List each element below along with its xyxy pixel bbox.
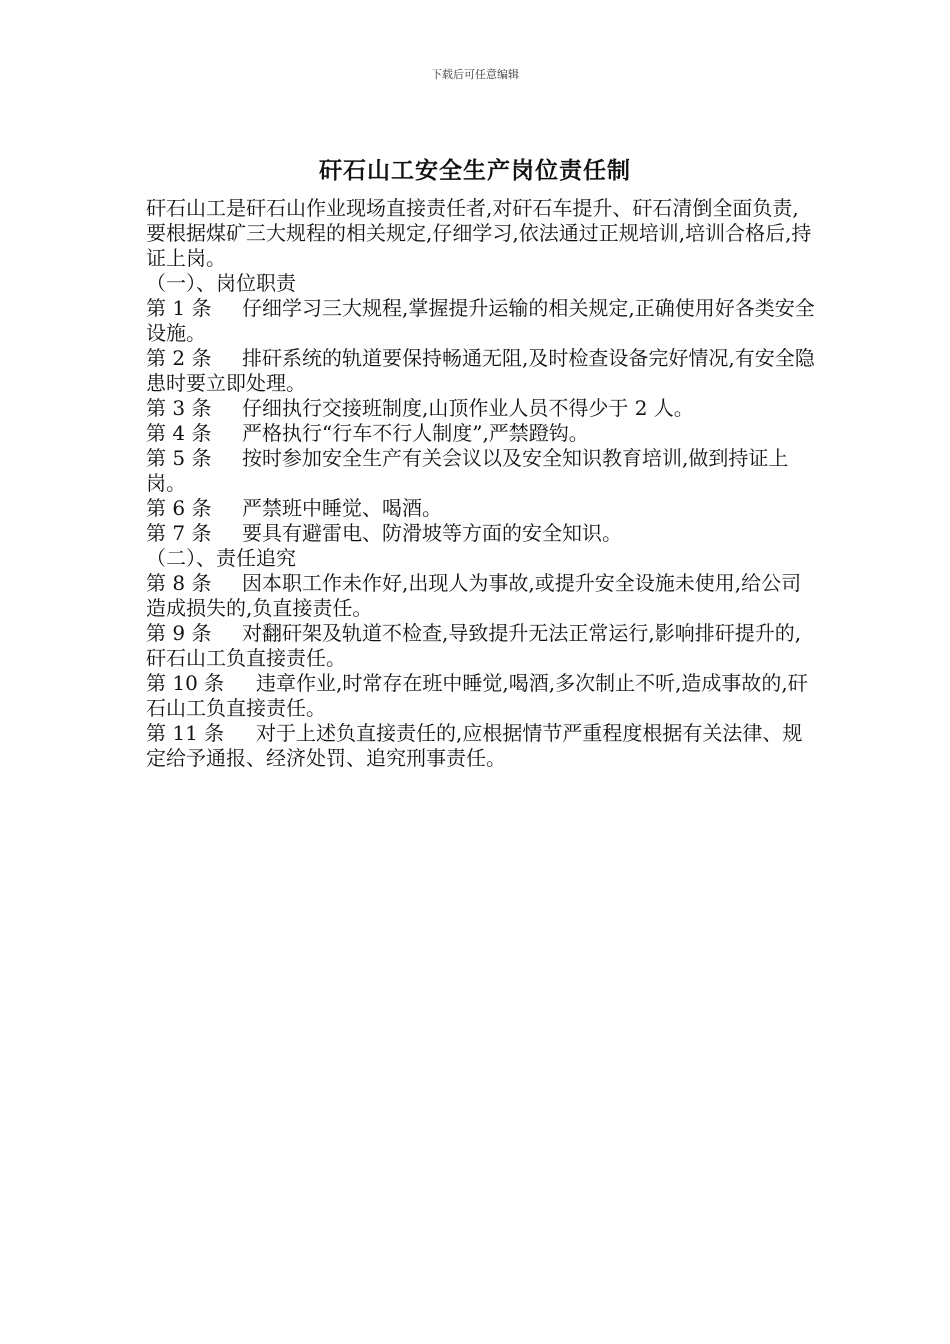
article-number: 第 9 条	[146, 621, 212, 645]
article-text: 仔细执行交接班制度,山顶作业人员不得少于 2 人。	[242, 396, 694, 420]
article-text: 违章作业,时常存在班中睡觉,喝酒,多次制止不听,造成事故的,矸石山工负直接责任。	[146, 671, 808, 720]
article-9	[146, 621, 816, 671]
section-heading-duties: （一）、岗位职责	[146, 271, 296, 295]
article-text: 仔细学习三大规程,掌握提升运输的相关规定,正确使用好各类安全设施。	[146, 296, 815, 345]
article-10	[146, 671, 816, 721]
article-number: 第 7 条	[146, 521, 212, 545]
document-title: 矸石山工安全生产岗位责任制	[319, 157, 631, 184]
article-number: 第 11 条	[146, 721, 225, 745]
article-number: 第 8 条	[146, 571, 212, 595]
article-text: 因本职工作未作好,出现人为事故,或提升安全设施未使用,给公司造成损失的,负直接责任。	[146, 571, 802, 620]
article-6	[146, 496, 816, 521]
intro-paragraph: 矸石山工是矸石山作业现场直接责任者,对矸石车提升、矸石清倒全面负责,要根据煤矿三大规程的相关规定,仔细学习,依法通过正规培训,培训合格后,持证上岗。	[146, 196, 812, 270]
article-3	[146, 396, 816, 421]
article-5	[146, 446, 816, 496]
article-7	[146, 521, 816, 546]
article-number: 第 5 条	[146, 446, 212, 470]
article-text: 对于上述负直接责任的,应根据情节严重程度根据有关法律、规定给予通报、经济处罚、追究刑事责任。	[146, 721, 803, 770]
article-text: 对翻矸架及轨道不检查,导致提升无法正常运行,影响排矸提升的,矸石山工负直接责任。	[146, 621, 802, 670]
article-2	[146, 346, 816, 396]
article-number: 第 3 条	[146, 396, 212, 420]
article-text: 排矸系统的轨道要保持畅通无阻,及时检查设备完好情况,有安全隐患时要立即处理。	[146, 346, 815, 395]
article-8	[146, 571, 816, 621]
article-4	[146, 421, 816, 446]
article-number: 第 6 条	[146, 496, 212, 520]
article-1	[146, 296, 816, 346]
article-number: 第 10 条	[146, 671, 225, 695]
article-text: 严格执行“行车不行人制度”,严禁蹬钩。	[242, 421, 589, 445]
article-number: 第 4 条	[146, 421, 212, 445]
header-note: 下载后可任意编辑	[431, 68, 519, 81]
article-text: 按时参加安全生产有关会议以及安全知识教育培训,做到持证上岗。	[146, 446, 789, 495]
article-number: 第 2 条	[146, 346, 212, 370]
article-11	[146, 721, 816, 771]
article-text: 严禁班中睡觉、喝酒。	[242, 496, 442, 520]
document-body	[146, 196, 816, 771]
section-heading-accountability: （二）、责任追究	[146, 546, 296, 570]
article-number: 第 1 条	[146, 296, 212, 320]
article-text: 要具有避雷电、防滑坡等方面的安全知识。	[242, 521, 622, 545]
